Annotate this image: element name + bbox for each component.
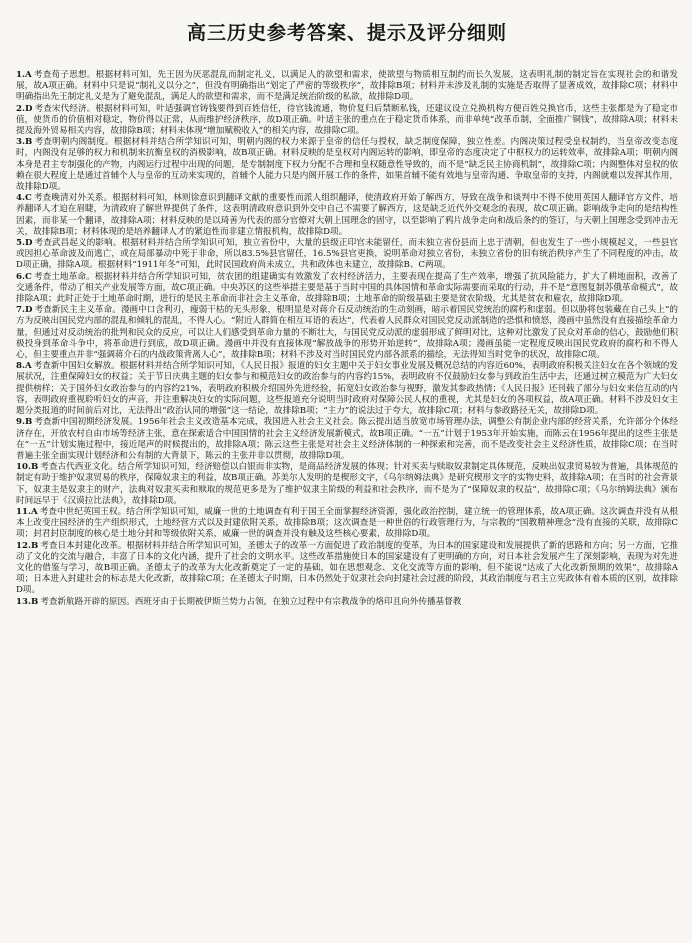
answer-letter: D bbox=[24, 305, 33, 316]
answer-list bbox=[16, 70, 678, 608]
answer-letter: C bbox=[24, 271, 32, 282]
question-number: 11. bbox=[16, 506, 31, 517]
question-number: 10. bbox=[16, 462, 31, 473]
answer-item bbox=[16, 193, 678, 238]
question-number: 9. bbox=[16, 417, 25, 428]
question-number: 13. bbox=[16, 596, 31, 607]
answer-explanation: 考查中世纪英国王权。结合所学知识可知，威廉一世的土地调查有利于国王全面掌握经济资源，强化政治控制，建立统一的管理体系，故A项正确。这次调查并没有从根本上改变庄园经济的生产组织形式，土地经营方式以及封建依附关系，故排除B项；这次调查是一种世俗的行政管理行为，与宗教的“国教精神理念”没有直接的关联，故排除C项；封君封臣制度的核心是土地分封和等级依附关系，威廉一世的调查并没有触及这些核心要素，故排除D项。 bbox=[16, 506, 678, 540]
question-number: 3. bbox=[16, 137, 25, 148]
answer-explanation: 考查新航路开辟的原因。西班牙由于长期被伊斯兰势力占领，在独立过程中有宗教战争的烙印且向外传播基督教 bbox=[40, 596, 462, 607]
question-number: 1. bbox=[16, 70, 25, 80]
answer-explanation: 考查新民主主义革命。漫画中口含利刃，瘦弱干枯的无头形象，根明显是对蒋介石反动统治的生动刻画，暗示着国民党统治的腐朽和虚弱。但以胁将包装藏在自己头上“的方为反映出国民党内部的混乱和倾轧的混乱，不得人心。“附近人群简在相互耳语的表达”，代表着人民群众对国民党反动派制造的恐惧和愤怒，漫画中虽然没有直接描绘革命力量，但通过对反动统治的批判和民众的反应，可以让人们感受到革命力量的不断壮大，与国民党反动派的虚弱形成了鲜明对比，这种对比激发了民众对革命的信心，鼓励他们积极投身到革命斗争中，将革命进行到底，故D项正确。漫画中并没有直接体现“解放战争的形势开始逆转”，故排除A项；漫画虽能一定程度反映出国民党政府的腐朽和不得人心，但主要重点并非“强调蒋介石的内战政策背离人心”，故排除B项；材料不涉及对当时国民党内部各派系的描绘，无法得知当时党争的状况，故排除C项。 bbox=[16, 305, 678, 361]
answer-item bbox=[16, 104, 678, 138]
answer-explanation: 考查古代西亚文化。结合所学知识可知，经济赔偿以白银而非实物，是商品经济发展的体现；针对买卖与赎取奴隶制定具体规范，反映出奴隶贸易较为普遍，具体规范的制定有助于维护奴隶贸易的秩序，保障奴隶主的利益，故B项正确。苏美尔人发明的是楔形文字，《乌尔纳姆法典》是研究楔形文字的实物史料，故排除A项；在当时的社会背景下，奴隶主是奴隶主的财产，法典对奴隶买卖和赎取的规范更多是为了维护奴隶主阶级的利益和社会秩序，而不是为了“保障奴隶的权益”，故排除C项；《乌尔纳姆法典》颁布时间远早于《汉谟拉比法典》，故排除D项。 bbox=[16, 462, 678, 506]
answer-letter: B bbox=[30, 596, 39, 607]
answer-item bbox=[16, 462, 678, 507]
answer-letter: B bbox=[30, 540, 39, 551]
question-number: 5. bbox=[16, 238, 25, 249]
answer-explanation: 考查明朝内阁制度。根据材料并结合所学知识可知，明朝内阁的权力来源于皇帝的信任与授权，缺乏制度保障，独立性差。内阁决策过程受皇权制约，当皇帝改变态度时，内阁没有足够的权力和机制来抗衡皇权的消极影响，故B项正确。材料反映的是皇权对内阁运转的影响，即皇帝的态度决定了中枢权力的运转效率，故排除A项；明朝内阁本身是君主专制强化的产物，内阁运行过程中出现的问题，是专制制度下权力分配不合理和皇权随意性导致的，而不是“缺乏民主协商机制”，故排除C项；内阁整体对皇权的依赖在很大程度上是通过首辅个人与皇帝的互动来实现的，首辅个人能力只是内阁开展工作的条件，如果首辅不能有效地与皇帝沟通、争取皇帝的支持，内阁就难以发挥其作用，故排除D项。 bbox=[16, 137, 678, 193]
answer-letter: B bbox=[24, 137, 33, 148]
answer-explanation: 考查宋代经济。根据材料可知，叶适强调官铸钱要得到百姓信任，待官钱流通，物价复归后禁断私钱，还建议设立兑换机构方便百姓兑换官币，这些主张都是为了稳定市值，使货币的价值相对稳定，物价得以正常，从而维护经济秩序，故D项正确。叶适主张的重点在于稳定货币体系，而非单纯“改革币制，全面推广铜钱”，故排除A项；材料未提及海外贸易相关内容，故排除B项；材料未体现“增加赋税收入”的相关内容，故排除C项。 bbox=[16, 103, 678, 137]
answer-letter: A bbox=[30, 506, 38, 517]
answer-explanation: 考查新中国初期经济发展。1956年社会主义改造基本完成，我国进入社会主义社会。陈云提出适当放宽市场管理办法，调整公有制企业内部的经营关系，允许部分个体经济存在，开放农村自由市场等经济主张，意在探索适合中国国情的社会主义经济发展新模式，故B项正确。“一五”计划于1953年开始实施，而陈云在1956年提出的这些主张是在“一五”计划实施过程中，接近尾声的时候提出的，故排除A项；陈云这些主张是对社会主义经济体制的一种探索和完善，而不是改变社会主义经济性质，故排除C项；在当时普遍主张全面实现计划经济和公有制的大背景下，陈云的主张并非以贯彻，故排除D项。 bbox=[16, 417, 678, 461]
answer-item bbox=[16, 272, 678, 306]
answer-letter: D bbox=[24, 103, 33, 114]
answer-letter: B bbox=[24, 417, 33, 428]
answer-explanation: 考查晚清对外关系。根据材料可知，林则徐意识到翻译文献的重要性而派人组织翻译，使清政府开始了解西方，导致在战争和谈判中不得不使用英国人翻译官方文件，培养翻译人才迫在眉睫，为清政府了解世界提供了条件，这表明清政府意识到外交中自己不需要了解西方，这是缺乏近代外交观念的表现，故C项正确。影响战争走向的是结构性因素，而非某一个翻译，故排除A项；材料反映的是以琦善为代表的部分官僚对大朝上国理念的固守，以至影响了鸦片战争走向和战后条约的签订，与天朝上国理念受到冲击无关，故排除B项；材料体现的是培养翻译人才的紧迫性而非建立情报机构，故排除D项。 bbox=[16, 193, 678, 237]
question-number: 7. bbox=[16, 305, 25, 316]
answer-explanation: 考查土地革命。根据材料并结合所学知识可知，贫农团的组建确实有效激发了农村经济活力，主要表现在提高了生产效率，增强了抗风险能力，扩大了耕地面积，改善了交通条件，带动了相关产业发展等方面，故C项正确。中央苏区的这些举措主要是基于当时中国的具体国情和革命实际需要而采取的行动，并不是“意图复制苏俄革命模式”，故排除A项；此时正处于土地革命时期，进行的是民主革命而非社会主义革命，故排除B项；土地革命的阶级基础主要是贫农阶级，尤其是贫农和雇农，故排除D项。 bbox=[16, 271, 678, 305]
question-number: 4. bbox=[16, 193, 25, 204]
answer-item bbox=[16, 507, 678, 541]
answer-item bbox=[16, 305, 678, 361]
answer-explanation: 考查荀子思想。根据材料可知，先王因为厌恶混乱而制定礼义，以满足人的欲望和需求，使欲望与物质相互制约而长久发展，这表明礼制的制定旨在实现社会的和谐发展，故A项正确。材料中只是说“制礼义以分之”，但没有明确指出“划定了严密的等级秩序”，故排除B项；材料并未涉及礼制的实施是否取得了显著成效，故排除C项；材料中明确指出先王制定礼义是为了避免混乱，满足人的欲望和需求，而不是满足统治阶级的私欲，故排除D项。 bbox=[16, 70, 678, 103]
question-number: 12. bbox=[16, 540, 31, 551]
answer-item bbox=[16, 70, 678, 104]
answer-explanation: 考查新中国妇女解放。根据材料并结合所学知识可知，《人民日报》报道的妇女主题中关于妇女事业发展及概况总结的内容近60%，表明政府积极关注妇女在各个领域的发展状况，注重保障妇女的权益；关于节日庆典主题的妇女参与和模范妇女的政治参与的内容约15%，表明政府不仅鼓励妇女参与到政治生活中去，还通过树立模范为广大妇女提供榜样；关于国外妇女政治参与的内容约21%，表明政府积极介绍国外先进经验，拓宽妇女政治参与视野，激发其参政热情；《人民日报》还刊载了部分与妇女来信互动的内容，表明政府重视聆听妇女的声音，并注重解决妇女的实际问题，这些报道充分说明当时政府对保障公民人权的重视，尤其是妇女的各项权益，故A项正确。材料不涉及妇女主题分类报道的时间前后对比，无法得出“政治认同的增强”这一结论，故排除B项；“主力”的说法过于夸大，故排除C项；材料与参政路径无关，故排除D项。 bbox=[16, 361, 678, 417]
answer-letter: A bbox=[24, 70, 32, 80]
answer-item bbox=[16, 541, 678, 597]
answer-item bbox=[16, 238, 678, 272]
answer-item bbox=[16, 597, 678, 608]
answer-letter: C bbox=[24, 193, 32, 204]
answer-explanation: 考查日本封建化改革。根据材料并结合所学知识可知，圣德太子的改革一方面促进了政治制度的变革，为日本的国家建设和发展提供了新的思路和方向；另一方面，它推动了文化的交流与融合，丰富了日本的文化内涵，提升了社会的文明水平。这些改革措施使日本的国家建设有了更明确的方向，对日本社会发展产生了深刻影响，表现为对先进文化的借鉴与学习，故B项正确。圣德太子的改革为大化改新奠定了一定的基础，如在思想观念、文化交流等方面的影响，但不能说“达成了大化改新预期的效果”，故排除A项；日本进入封建社会的标志是大化改新，故排除C项；在圣德太子时期，日本仍然处于奴隶社会向封建社会过渡的阶段，其政治制度与君主立宪政体有着本质的区别，故排除D项。 bbox=[16, 540, 678, 596]
answer-letter: D bbox=[24, 238, 33, 249]
page-title: 高三历史参考答案、提示及评分细则 bbox=[186, 22, 507, 44]
question-number: 2. bbox=[16, 103, 25, 114]
answer-letter: B bbox=[30, 462, 39, 473]
question-number: 8. bbox=[16, 361, 25, 372]
answer-explanation: 考查武昌起义的影响。根据材料并结合所学知识可知，独立省份中，大量的县级正印官未能留任，而未独立省份县而上忠于清朝，但也发生了一些小规模起义，一些县官或因担心革命波及而逃亡，或在局部暴动中死于非命，所以83.5%县官留任，16.5%县官更换，说明革命对独立省份，未独立省份的旧有统治秩序产生了不同程度的冲击，故D项正确，排除A项。根据材料“1911年冬”可知，此时民国政府尚未成立，共和政体也未建立，故排除B、C两项。 bbox=[16, 238, 678, 271]
answer-letter: A bbox=[24, 361, 32, 372]
answer-item bbox=[16, 361, 678, 417]
answer-item bbox=[16, 137, 678, 193]
question-number: 6. bbox=[16, 271, 25, 282]
answer-item bbox=[16, 417, 678, 462]
